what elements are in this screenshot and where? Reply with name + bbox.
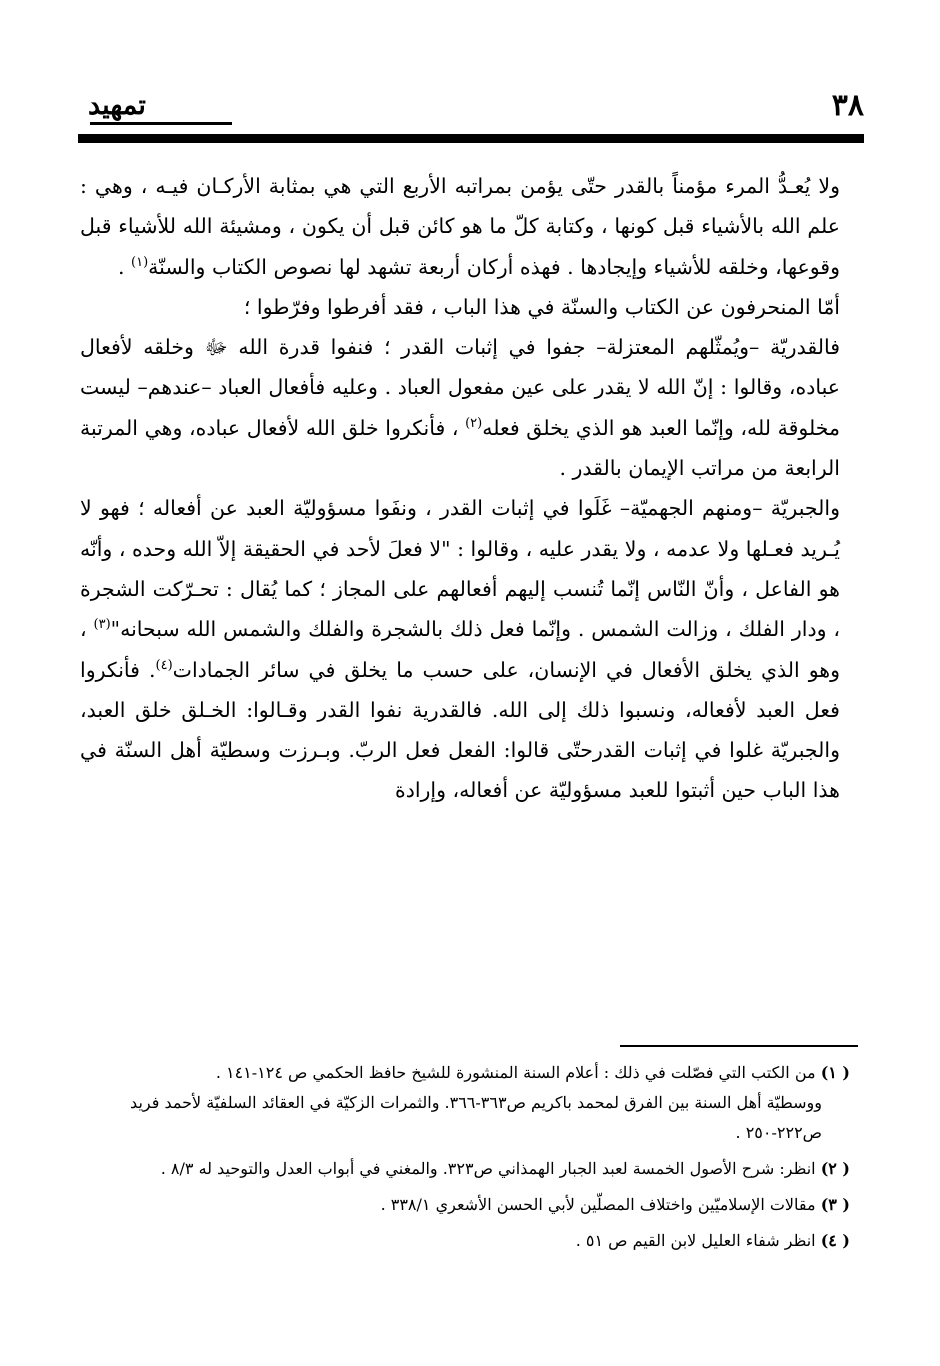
footnote-ref-4: (٤) [155,657,173,673]
running-title: تمهيد [88,90,146,121]
paragraph-1: ولا يُعـدُّ المرء مؤمناً بالقدر حتّى يؤمن بمراتبه الأربع التي هي بمثابة الأركـان فيـه ، وهي : علم الله بالأشياء قبل كونها ، وكتابة كلّ ما هو كائن قبل أن يكون ، ومشيئة الله للأشياء قبل وقوعها، وخلقه للأشياء وإيجادها . فهذه أركان أربعة تشهد لها نصوص الكتاب والسنّة$^{(١)}$ . [80,174,840,279]
header-rule [78,134,864,143]
footnote-3: ( ٣) مقالات الإسلاميّين واختلاف المصلّين لأبي الحسن الأشعري ٣٣٨/١ . [380,1195,850,1214]
footnote-separator [620,1045,858,1047]
paragraph-3: فالقدريّة –ويُمثّلهم المعتزلة– جفوا في إثبات القدر ؛ فنفوا قدرة الله ﷻ وخلقه لأفعال عباده، وقالوا : إنّ الله لا يقدر على عين مفعول العباد . وعليه فأفعال العباد –عندهم– ليست مخلوقة لله، وإنّما العبد هو الذي يخلق فعله$^{(٢)}$ ، فأنكروا خلق الله لأفعال عباده، وهي المرتبة الرابعة من مراتب الإيمان بالقدر . [80,335,840,481]
footnote-1: ( ١) من الكتب التي فصّلت في ذلك : أعلام السنة المنشورة للشيخ حافظ الحكمي ص ١٢٤-١٤١ . ووسطيّة أهل السنة بين الفرق لمحمد باكريم ص٣٦٣-٣٦٦. والثمرات الزكيّة في العقائد السلفيّة لأحمد فريد ص٢٢٢-٢٥٠ . [130,1063,850,1142]
footnote-4: ( ٤) انظر شفاء العليل لابن القيم ص ٥١ . [575,1231,850,1250]
page-number: ٣٨ [831,88,864,123]
main-text [80,166,840,811]
footnote-ref-3: (٣) [93,617,111,633]
paragraph-2: أمّا المنحرفون عن الكتاب والسنّة في هذا الباب ، فقد أفرطوا وفرّطوا ؛ [243,294,840,319]
footnote-ref-1: (١) [131,254,149,270]
footnote-ref-2: (٢) [465,415,483,431]
footnotes [80,1058,850,1262]
footnote-2: ( ٢) انظر: شرح الأصول الخمسة لعبد الجبار الهمذاني ص٣٢٣. والمغني في أبواب العدل والتوحيد له ٨/٣ . [160,1159,850,1178]
paragraph-4: والجبريّة –ومنهم الجهميّة– غَلَوا في إثبات القدر ، ونفَوا مسؤوليّة العبد عن أفعاله ؛ فهو لا يُـريد فعـلها ولا عدمه ، ولا يقدر عليه ، وقالوا : "لا فعلَ لأحد في الحقيقة إلاّ الله وحده ، وأنّه هو الفاعل ، وأنّ النّاس إنّما تُنسب إليهم أفعالهم على المجاز ؛ كما يُقال : تحـرّكت الشجرة ، ودار الفلك ، وزالت الشمس . وإنّما فعل ذلك بالشجرة والفلك والشمس الله سبحانه"$^{(٣)}$ ، وهو الذي يخلق الأفعال في الإنسان، على حسب ما يخلق في سائر الجمادات$^{(٤)}$. فأنكروا فعل العبد لأفعاله، ونسبوا ذلك إلى الله. فالقدرية نفوا القدر وقـالوا: الخـلق خلق العبد، والجبريّة غلوا في إثبات القدرحتّى قالوا: الفعل فعل الربّ. وبـرزت وسطيّة أهل السنّة في هذا الباب حين أثبتوا للعبد مسؤوليّة عن أفعاله، وإرادة [80,496,841,803]
page-header [78,86,864,152]
title-underline [90,122,232,125]
